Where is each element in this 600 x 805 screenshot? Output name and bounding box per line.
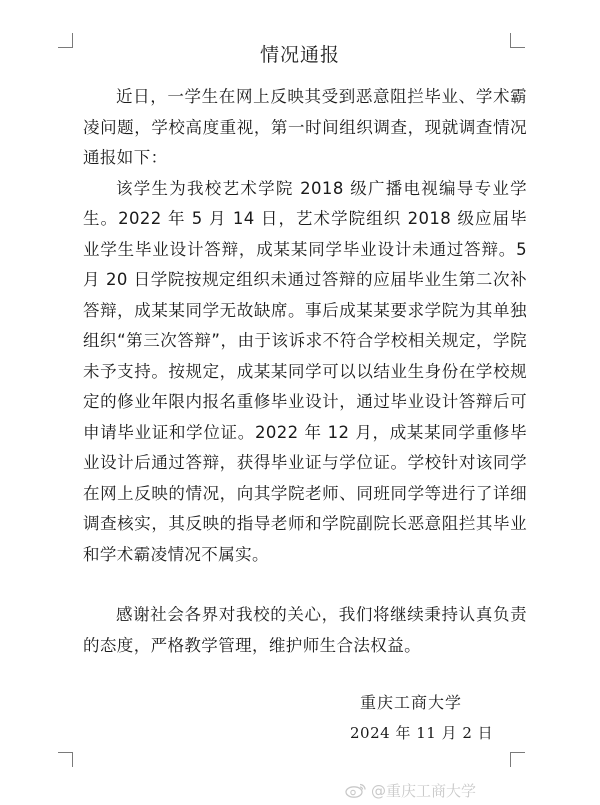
paragraph-intro: 近日，一学生在网上反映其受到恶意阻拦毕业、学术霸凌问题，学校高度重视，第一时间组织调查，现就调查情况通报如下： <box>83 87 527 167</box>
signature-date: 2024 年 11 月 2 日 <box>350 724 494 742</box>
weibo-watermark <box>345 780 476 800</box>
notice-title: 情况通报 <box>259 44 340 66</box>
paragraph-details: 该学生为我校艺术学院 2018 级广播电视编导专业学生。2022 年 5 月 14 日，艺术学院组织 2018 级应届毕业学生毕业设计答辩，成某某同学毕业设计未通过答辩。5 月 20 日学院按规定组织未通过答辩的应届毕业生第二次补答辩，成某某同学无故缺席。事后成某某要求学院为其单独组织“第三次答辩”，由于该诉求不符合学校相关规定，学院未予支持。按规定，成某某同学可以以结业生身份在学校规定的修业年限内报名重修毕业设计，通过毕业设计答辩后可申请毕业证和学位证。2022 年 12 月，成某某同学重修毕业设计后通过答辩，获得毕业证与学位证。学校针对该同学在网上反映的情况，向其学院老师、同班同学等进行了详细调查核实，其反映的指导老师和学院副院长恶意阻拦其毕业和学术霸凌情况不属实。 <box>83 178 527 564</box>
notice-body <box>83 82 527 661</box>
crop-mark-bottom-right <box>510 752 525 767</box>
crop-mark-bottom-left <box>58 752 73 767</box>
watermark-text: @重庆工商大学 <box>371 781 477 800</box>
signature-organization: 重庆工商大学 <box>360 693 463 712</box>
weibo-icon <box>345 782 367 798</box>
paragraph-closing: 感谢社会各界对我校的关心，我们将继续秉持认真负责的态度，严格教学管理，维护师生合法权益。 <box>83 605 527 655</box>
